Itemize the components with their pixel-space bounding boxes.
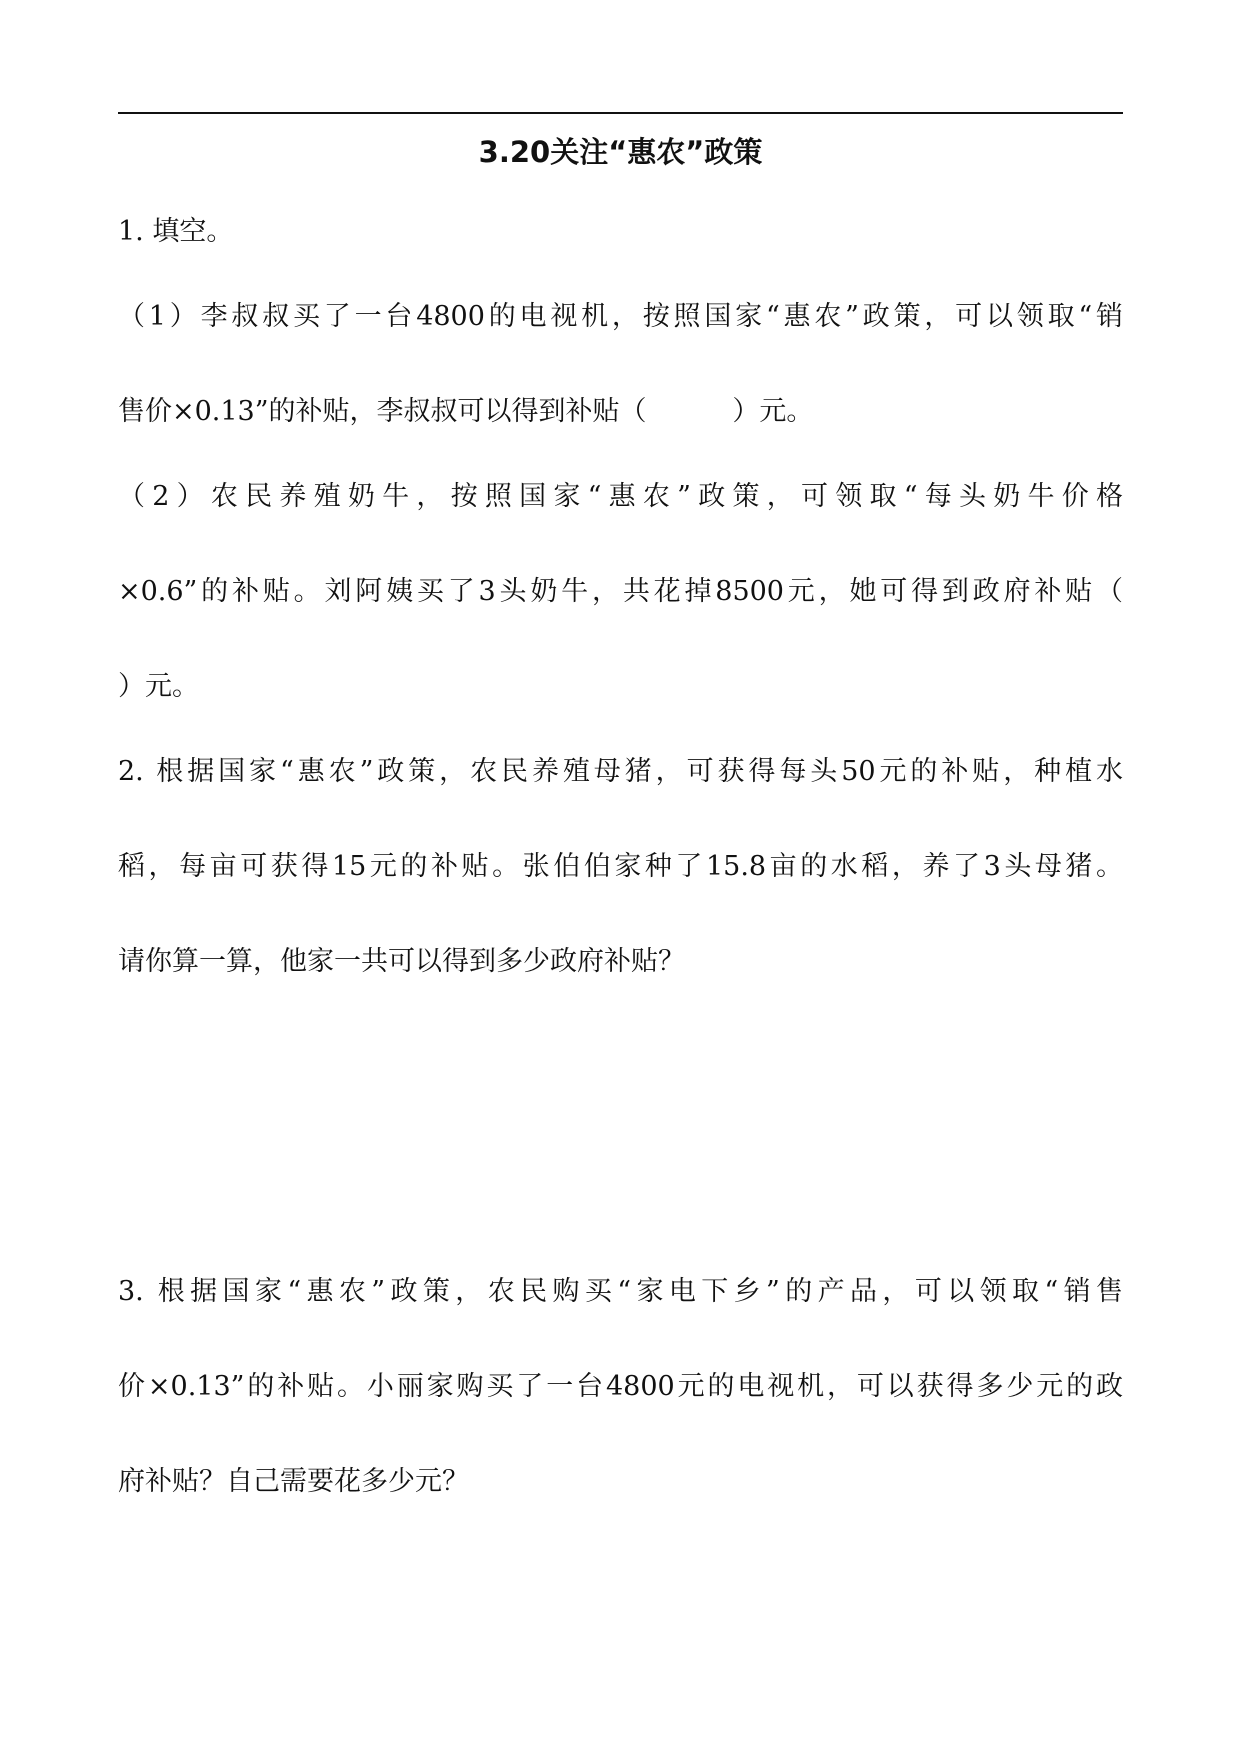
q2-line2: 稻，每亩可获得15元的补贴。张伯伯家种了15.8亩的水稻，养了3头母猪。 xyxy=(118,851,1123,882)
page-title: 3.20关注“惠农”政策 xyxy=(478,135,763,169)
q1-part2-line2: ×0.6”的补贴。刘阿姨买了3头奶牛，共花掉8500元，她可得到政府补贴（ xyxy=(118,576,1123,607)
q2-line1: 2. 根据国家“惠农”政策，农民养殖母猪，可获得每头50元的补贴，种植水 xyxy=(118,756,1123,787)
q1-part1-line1: （1）李叔叔买了一台4800的电视机，按照国家“惠农”政策，可以领取“销 xyxy=(118,301,1123,332)
header-rule xyxy=(118,112,1123,114)
q3-line1: 3. 根据国家“惠农”政策，农民购买“家电下乡”的产品，可以领取“销售 xyxy=(118,1276,1123,1307)
q1-part1-line2: 售价×0.13”的补贴，李叔叔可以得到补贴（ ）元。 xyxy=(118,396,814,427)
q2-line3: 请你算一算，他家一共可以得到多少政府补贴？ xyxy=(118,946,685,977)
q3-line2: 价×0.13”的补贴。小丽家购买了一台4800元的电视机，可以获得多少元的政 xyxy=(118,1371,1123,1402)
q3-line3: 府补贴？自己需要花多少元？ xyxy=(118,1466,469,1497)
q1-part2-line3: ）元。 xyxy=(118,671,199,702)
q1-part2-line1: （2）农民养殖奶牛，按照国家“惠农”政策，可领取“每头奶牛价格 xyxy=(118,481,1123,512)
q1-heading: 1. 填空。 xyxy=(118,216,234,247)
